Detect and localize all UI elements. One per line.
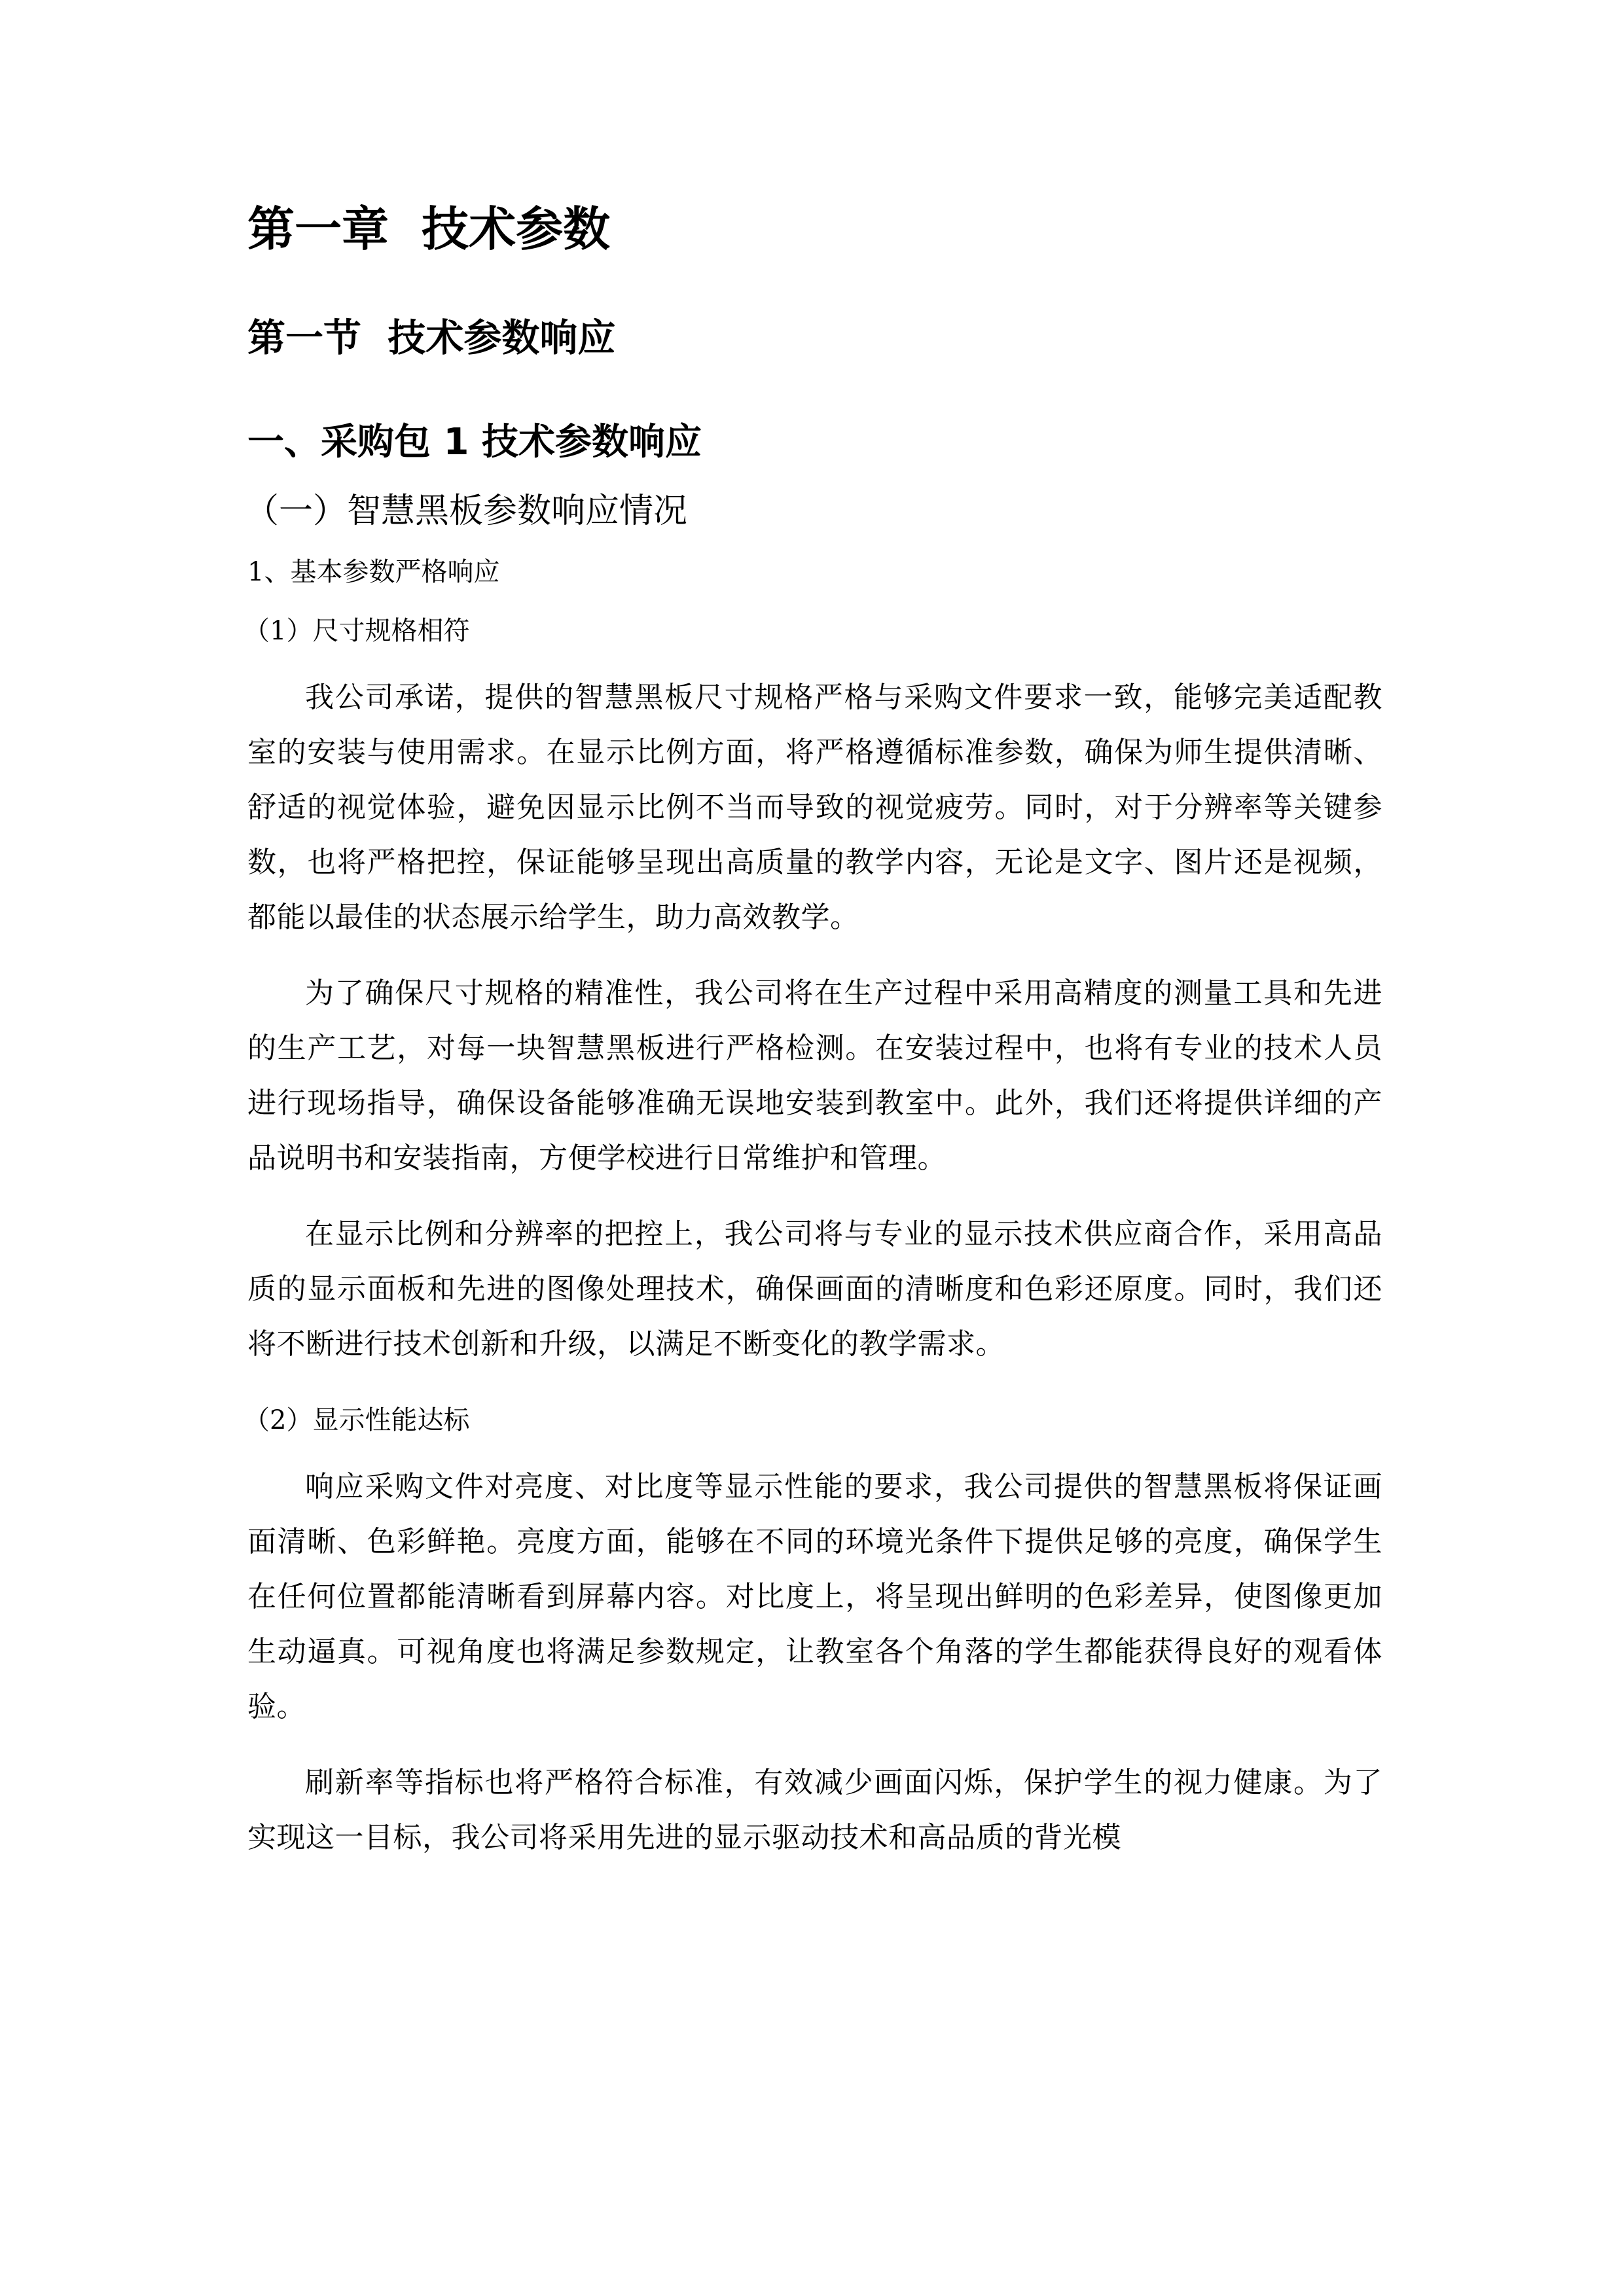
section-title: 第一节 技术参数响应	[247, 315, 616, 360]
subsection-title: 一、采购包 1 技术参数响应	[247, 421, 702, 463]
body-paragraph: 在显示比例和分辨率的把控上，我公司将与专业的显示技术供应商合作，采用高品质的显示面板和先进的图像处理技术，确保画面的清晰度和色彩还原度。同时，我们还将不断进行技术创新和升级，以满足不断变化的教学需求。	[247, 1217, 1382, 1361]
body-paragraph: 我公司承诺，提供的智慧黑板尺寸规格严格与采购文件要求一致，能够完美适配教室的安装与使用需求。在显示比例方面，将严格遵循标准参数，确保为师生提供清晰、舒适的视觉体验，避免因显示比例不当而导致的视觉疲劳。同时，对于分辨率等关键参数，也将严格把控，保证能够呈现出高质量的教学内容，无论是文字、图片还是视频，都能以最佳的状态展示给学生，助力高效教学。	[247, 681, 1382, 934]
sub2-title: （2）显示性能达标	[244, 1405, 470, 1435]
body-paragraph: 刷新率等指标也将严格符合标准，有效减少画面闪烁，保护学生的视力健康。为了实现这一目标，我公司将采用先进的显示驱动技术和高品质的背光模	[247, 1766, 1382, 1854]
point-title: 1、基本参数严格响应	[247, 557, 500, 587]
body-paragraph: 响应采购文件对亮度、对比度等显示性能的要求，我公司提供的智慧黑板将保证画面清晰、色彩鲜艳。亮度方面，能够在不同的环境光条件下提供足够的亮度，确保学生在任何位置都能清晰看到屏幕内容。对比度上，将呈现出鲜明的色彩差异，使图像更加生动逼真。可视角度也将满足参数规定，让教室各个角落的学生都能获得良好的观看体验。	[247, 1470, 1382, 1723]
body-paragraph: 为了确保尺寸规格的精准性，我公司将在生产过程中采用高精度的测量工具和先进的生产工艺，对每一块智慧黑板进行严格检测。在安装过程中，也将有专业的技术人员进行现场指导，确保设备能够准确无误地安装到教室中。此外，我们还将提供详细的产品说明书和安装指南，方便学校进行日常维护和管理。	[247, 977, 1382, 1175]
page-content	[244, 196, 1382, 1886]
item-title: （一）智慧黑板参数响应情况	[245, 492, 688, 531]
sub1-title: （1）尺寸规格相符	[244, 616, 470, 646]
chapter-title: 第一章 技术参数	[247, 202, 611, 257]
